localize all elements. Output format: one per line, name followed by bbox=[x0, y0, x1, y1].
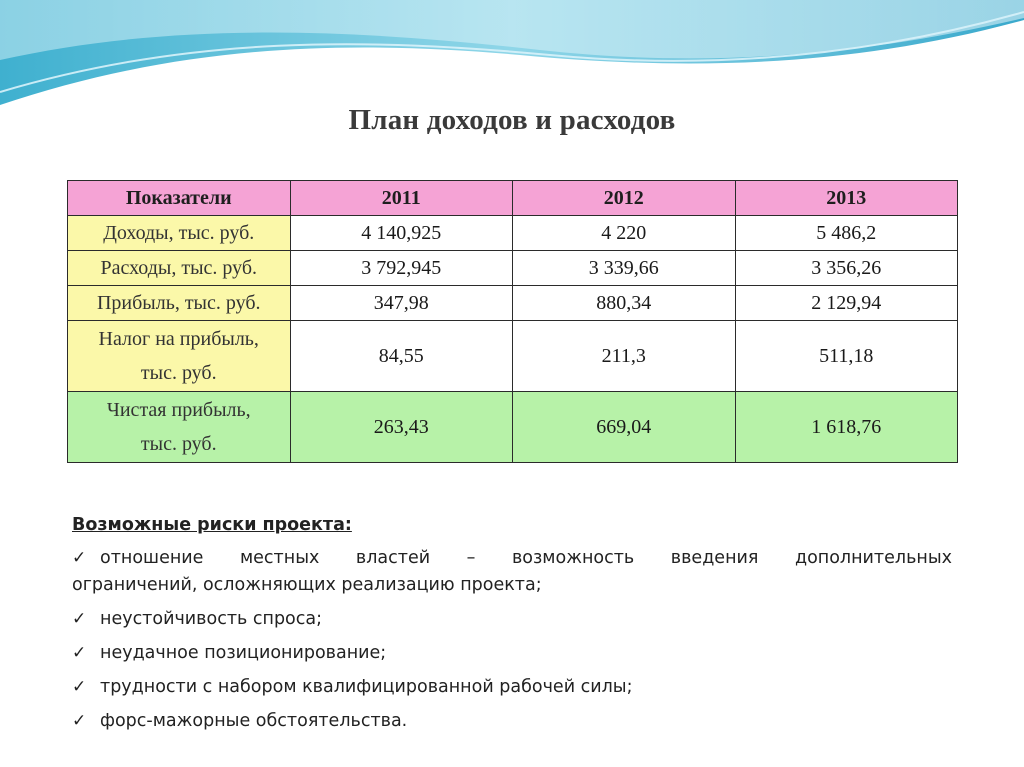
risks-section bbox=[72, 512, 952, 742]
cell-value: 3 792,945 bbox=[290, 251, 513, 286]
row-label-line: тыс. руб. bbox=[140, 362, 217, 384]
row-label: Доходы, тыс. руб. bbox=[68, 216, 291, 251]
table-row bbox=[68, 251, 958, 286]
cell-value: 347,98 bbox=[290, 286, 513, 321]
header-year: 2012 bbox=[513, 181, 736, 216]
risk-item bbox=[72, 640, 952, 667]
row-label-line: Чистая прибыль, bbox=[106, 399, 251, 421]
header-wave-decoration bbox=[0, 0, 1024, 115]
row-label-line: тыс. руб. bbox=[140, 433, 217, 455]
cell-value: 511,18 bbox=[735, 321, 958, 392]
cell-value: 5 486,2 bbox=[735, 216, 958, 251]
cell-value: 84,55 bbox=[290, 321, 513, 392]
risk-item-text: неустойчивость спроса; bbox=[100, 609, 323, 629]
risk-item bbox=[72, 674, 952, 701]
risk-item-text: трудности с набором квалифицированной рабочей силы; bbox=[100, 677, 633, 697]
header-year: 2013 bbox=[735, 181, 958, 216]
checkmark-icon: ✓ bbox=[72, 711, 87, 731]
table-row bbox=[68, 286, 958, 321]
cell-value: 1 618,76 bbox=[735, 392, 958, 463]
risk-item bbox=[72, 606, 952, 633]
cell-value: 669,04 bbox=[513, 392, 736, 463]
row-label: Прибыль, тыс. руб. bbox=[68, 286, 291, 321]
checkmark-icon: ✓ bbox=[72, 548, 87, 568]
cell-value: 2 129,94 bbox=[735, 286, 958, 321]
checkmark-icon: ✓ bbox=[72, 677, 87, 697]
income-expense-table bbox=[67, 180, 958, 463]
cell-value: 4 220 bbox=[513, 216, 736, 251]
risk-item-text: форс-мажорные обстоятельства. bbox=[100, 711, 408, 731]
checkmark-icon: ✓ bbox=[72, 643, 87, 663]
risk-item bbox=[72, 708, 952, 735]
table-row bbox=[68, 321, 958, 392]
cell-value: 211,3 bbox=[513, 321, 736, 392]
risk-item-text: отношение местных властей – возможность введения дополнительных bbox=[100, 548, 952, 568]
risk-item-text-continued: ограничений, осложняющих реализацию проекта; bbox=[72, 575, 542, 595]
row-label bbox=[68, 321, 291, 392]
risks-title: Возможные риски проекта: bbox=[72, 515, 352, 535]
risk-item-text: неудачное позиционирование; bbox=[100, 643, 387, 663]
risk-item bbox=[72, 545, 952, 599]
row-label: Расходы, тыс. руб. bbox=[68, 251, 291, 286]
page-title: План доходов и расходов bbox=[348, 104, 676, 136]
row-label-line: Налог на прибыль, bbox=[98, 328, 259, 350]
header-year: 2011 bbox=[290, 181, 513, 216]
cell-value: 263,43 bbox=[290, 392, 513, 463]
table-row-net-profit bbox=[68, 392, 958, 463]
cell-value: 3 339,66 bbox=[513, 251, 736, 286]
cell-value: 4 140,925 bbox=[290, 216, 513, 251]
checkmark-icon: ✓ bbox=[72, 609, 87, 629]
header-indicators: Показатели bbox=[68, 181, 291, 216]
cell-value: 880,34 bbox=[513, 286, 736, 321]
table-row bbox=[68, 216, 958, 251]
cell-value: 3 356,26 bbox=[735, 251, 958, 286]
table-header-row bbox=[68, 181, 958, 216]
row-label bbox=[68, 392, 291, 463]
